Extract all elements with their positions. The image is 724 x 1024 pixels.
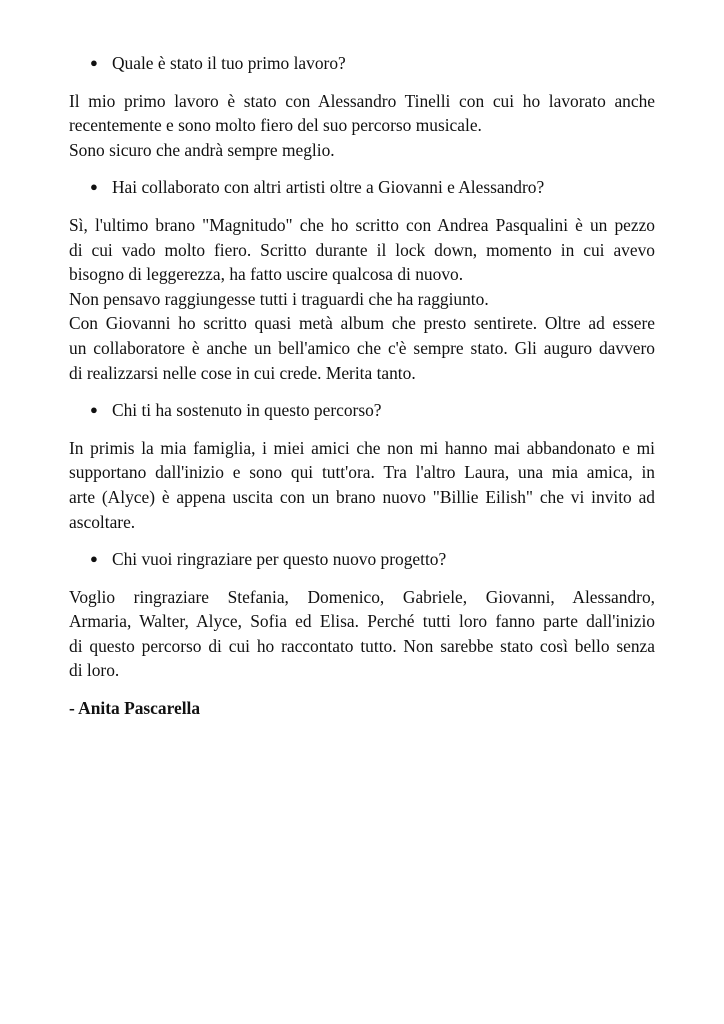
author-signature: - Anita Pascarella bbox=[69, 698, 201, 719]
interview-content bbox=[69, 51, 655, 721]
answer-line: Armaria, Walter, Alyce, Sofia ed Elisa. Perché tutti loro fanno parte dall'inizio bbox=[69, 611, 655, 632]
interview-question bbox=[69, 547, 655, 572]
answer-line: Sì, l'ultimo brano "Magnitudo" che ho scritto con Andrea Pasqualini è un pezzo bbox=[69, 214, 655, 235]
interview-answer bbox=[69, 213, 655, 385]
answer-line: supportano dall'inizio e sono qui tutt'ora. Tra l'altro Laura, una mia amica, in bbox=[69, 462, 655, 483]
answer-line: In primis la mia famiglia, i miei amici che non mi hanno mai abbandonato e mi bbox=[69, 437, 655, 458]
answer-line: Sono sicuro che andrà sempre meglio. bbox=[69, 139, 335, 160]
interview-question bbox=[69, 398, 655, 423]
answer-line: Il mio primo lavoro è stato con Alessandro Tinelli con cui ho lavorato anche bbox=[69, 90, 655, 111]
interview-answer bbox=[69, 585, 655, 683]
question-text: Hai collaborato con altri artisti oltre a Giovanni e Alessandro? bbox=[112, 177, 545, 198]
answer-line: di loro. bbox=[69, 660, 120, 681]
answer-line: di cui vado molto fiero. Scritto durante il lock down, momento in cui avevo bbox=[69, 239, 655, 260]
bullet-icon: ● bbox=[90, 551, 98, 567]
interview-question bbox=[69, 51, 655, 76]
answer-line: Con Giovanni ho scritto quasi metà album che presto sentirete. Oltre ad essere bbox=[69, 313, 655, 334]
interview-answer bbox=[69, 89, 655, 163]
bullet-icon: ● bbox=[90, 179, 98, 195]
answer-line: recentemente e sono molto fiero del suo percorso musicale. bbox=[69, 115, 482, 136]
answer-line: Voglio ringraziare Stefania, Domenico, Gabriele, Giovanni, Alessandro, bbox=[69, 586, 655, 607]
answer-line: bisogno di leggerezza, ha fatto uscire qualcosa di nuovo. bbox=[69, 264, 464, 285]
interview-question bbox=[69, 175, 655, 200]
answer-line: di realizzarsi nelle cose in cui crede. Merita tanto. bbox=[69, 362, 416, 383]
answer-line: arte (Alyce) è appena uscita con un brano nuovo "Billie Eilish" che vi invito ad bbox=[69, 486, 655, 507]
question-text: Quale è stato il tuo primo lavoro? bbox=[112, 53, 346, 73]
answer-line: Non pensavo raggiungesse tutti i traguardi che ha raggiunto. bbox=[69, 288, 489, 309]
answer-line: di questo percorso di cui ho raccontato tutto. Non sarebbe stato così bello senza bbox=[69, 635, 655, 656]
answer-line: ascoltare. bbox=[69, 511, 136, 532]
bullet-icon: ● bbox=[90, 55, 98, 70]
question-text: Chi vuoi ringraziare per questo nuovo progetto? bbox=[112, 549, 447, 570]
answer-line: un collaboratore è anche un bell'amico che c'è sempre stato. Gli auguro davvero bbox=[69, 337, 655, 358]
interview-answer bbox=[69, 436, 655, 534]
bullet-icon: ● bbox=[90, 402, 98, 418]
question-text: Chi ti ha sostenuto in questo percorso? bbox=[112, 400, 382, 421]
